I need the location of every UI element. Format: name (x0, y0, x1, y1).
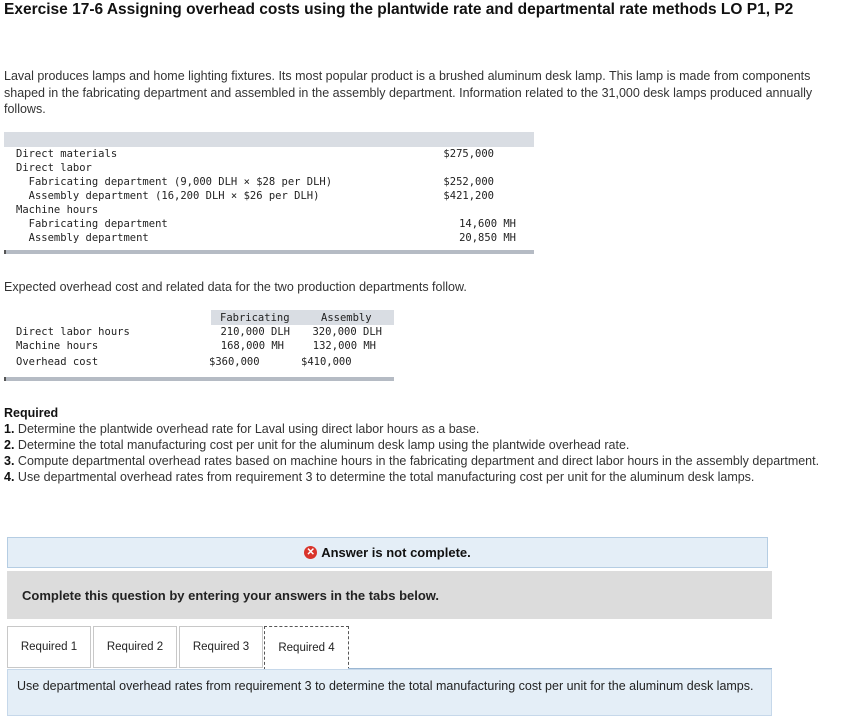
cost-row-label: Assembly department (16,200 DLH × $26 per DLH) (16, 190, 320, 202)
tab-required-1[interactable]: Required 1 (7, 626, 91, 668)
table-footer-bar (4, 250, 534, 254)
cost-row-value: $252,000 (443, 176, 494, 188)
overhead-row-label: Overhead cost (16, 356, 99, 368)
column-header-fabricating: Fabricating (220, 312, 290, 324)
instructions-bar (7, 571, 772, 619)
tab-required-2[interactable]: Required 2 (93, 626, 177, 668)
cost-row-label: Fabricating department (9,000 DLH × $28 per DLH) (16, 176, 333, 188)
cost-row-value: 20,850 MH (459, 232, 516, 244)
column-header-assembly: Assembly (321, 312, 372, 324)
cost-row-value: 14,600 MH (459, 218, 516, 230)
table-header-bar (4, 132, 534, 147)
cost-row-label: Direct labor (16, 162, 92, 174)
x-circle-icon: ✕ (304, 546, 317, 559)
cost-row-label: Fabricating department (16, 218, 168, 230)
overhead-row-label: Direct labor hours (16, 326, 130, 338)
overhead-row-label: Machine hours (16, 340, 99, 352)
required-item: 4. Use departmental overhead rates from requirement 3 to determine the total manufacturing cost per unit for the aluminum desk lamps. (4, 470, 755, 484)
required-item: 1. Determine the plantwide overhead rate for Laval using direct labor hours as a base. (4, 422, 480, 436)
answer-status-banner (7, 537, 768, 568)
answer-status-text: Answer is not complete. (321, 545, 471, 560)
overhead-row-asm: 132,000 MH (312, 340, 376, 352)
requirement-tabs (7, 626, 772, 670)
page-title: Exercise 17-6 Assigning overhead costs using the plantwide rate and departmental rate methods LO P1, P2 (4, 1, 794, 18)
cost-row-value: $421,200 (443, 190, 494, 202)
cost-row-label: Machine hours (16, 204, 99, 216)
required-item: 3. Compute departmental overhead rates based on machine hours in the fabricating department and direct labor hours in the assembly department. (4, 454, 820, 468)
overhead-table (4, 310, 394, 385)
overhead-row-asm: 320,000 DLH (312, 326, 382, 338)
table-footer-bar (4, 377, 394, 381)
required-item: 2. Determine the total manufacturing cost per unit for the aluminum desk lamp using the plantwide overhead rate. (4, 438, 630, 452)
cost-row-label: Direct materials (16, 148, 118, 160)
tab-panel-text: Use departmental overhead rates from requirement 3 to determine the total manufacturing cost per unit for the aluminum desk lamps. (17, 679, 754, 693)
overhead-row-fab: $360,000 (209, 356, 260, 368)
intro-paragraph: Laval produces lamps and home lighting fixtures. Its most popular product is a brushed aluminum desk lamp. This lamp is made from components shaped in the fabricating department and assembled in the assembly department. Information related to the 31,000 desk lamps produced annually follows. (4, 69, 813, 116)
overhead-intro: Expected overhead cost and related data for the two production departments follow. (4, 280, 467, 294)
tab-panel (7, 669, 772, 716)
overhead-row-fab: 210,000 DLH (220, 326, 290, 338)
required-section (4, 405, 849, 485)
cost-row-value: $275,000 (443, 148, 494, 160)
overhead-row-asm: $410,000 (301, 356, 352, 368)
cost-row-label: Assembly department (16, 232, 149, 244)
instructions-text: Complete this question by entering your answers in the tabs below. (22, 587, 440, 603)
tab-required-4[interactable]: Required 4 (264, 626, 349, 670)
required-heading: Required (4, 406, 59, 420)
overhead-row-fab: 168,000 MH (220, 340, 284, 352)
cost-table (4, 132, 534, 254)
tab-required-3[interactable]: Required 3 (179, 626, 263, 668)
